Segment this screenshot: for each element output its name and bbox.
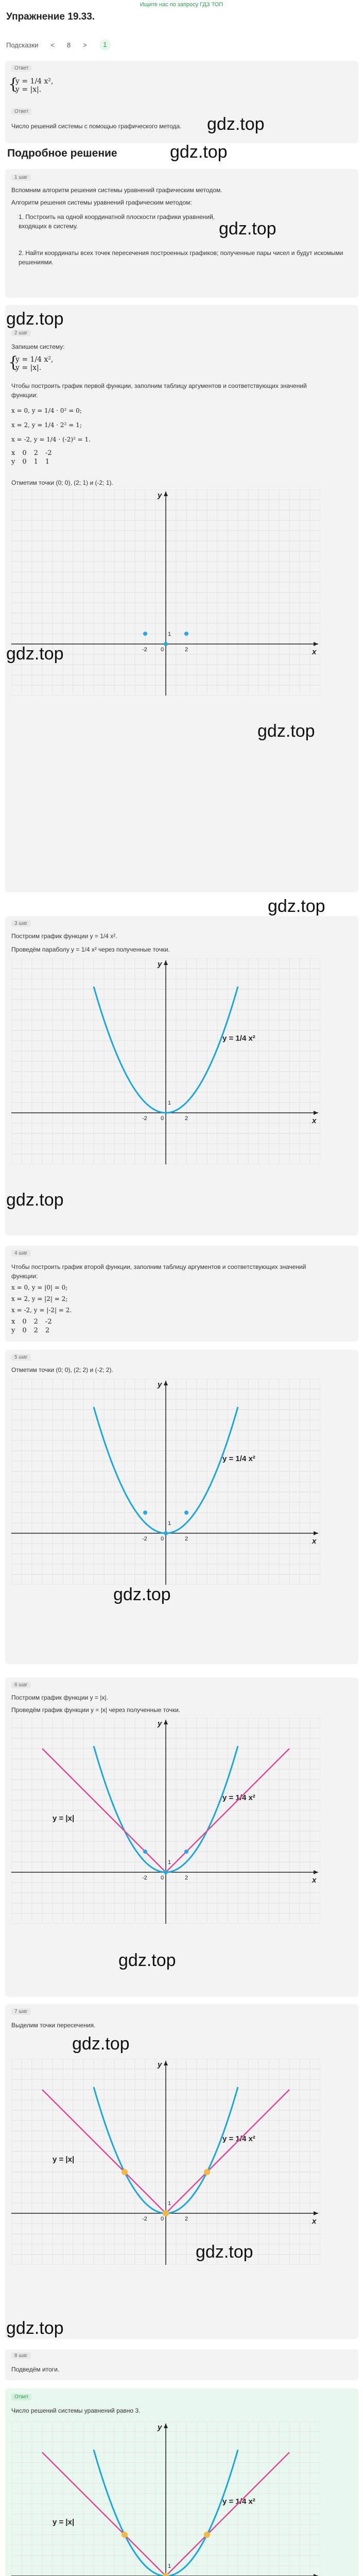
watermark: gdz.top <box>118 1951 176 1970</box>
answer-text: Число решений системы с помощью графического метода. <box>11 123 182 130</box>
y-axis-arrow <box>164 1381 168 1385</box>
intersection-point <box>163 2210 169 2216</box>
algorithm-item: 2. Найти координаты всех точек пересечения построенных графиков; полученные пары чисел и будут искомыми решениями. <box>19 249 343 266</box>
y-axis-arrow <box>164 492 168 496</box>
watermark: gdz.top <box>170 142 228 162</box>
watermark: gdz.top <box>6 644 64 664</box>
intersection-point <box>122 2169 128 2175</box>
step-tag: 2 шаг <box>11 330 31 336</box>
y-axis-label: y <box>158 2423 162 2432</box>
y-axis-arrow <box>164 960 168 965</box>
step-text: Отметим точки (0; 0), (2; 2) и (-2; 2). <box>11 1366 113 1374</box>
tick-label: -2 <box>142 1536 147 1542</box>
current-hint-badge[interactable]: 1 <box>99 39 111 50</box>
values-table <box>11 1318 59 1335</box>
parabola-label: y = 1/4 x² <box>222 2134 255 2143</box>
y-axis-label: y <box>158 491 162 500</box>
step-text: Построим график функции y = |x|. <box>11 1694 108 1701</box>
graph <box>11 1718 320 1926</box>
calc-line: x = 2, y = |2| = 2; <box>11 1295 68 1302</box>
system: { y = 1/4 x², y = |x|. <box>8 353 54 372</box>
step-text: Проведём график функции y = |x| через полученные точки. <box>11 1706 181 1714</box>
tick-label: 2 <box>185 1536 188 1542</box>
watermark: gdz.top <box>219 219 276 239</box>
algorithm-title: Алгоритм решения системы уравнений графическим методом: <box>11 199 192 206</box>
step-text: Отметим точки (0; 0), (2; 1) и (-2; 1). <box>11 479 113 486</box>
step-text: Выделим точки пересечения. <box>11 2022 96 2029</box>
x-axis-label: x <box>312 1876 317 1885</box>
calc-line: x = 0, y = 1/4 · 0² = 0; <box>11 407 82 414</box>
tick-label: 0 <box>161 1115 164 1122</box>
step-tag: 5 шаг <box>11 1354 31 1361</box>
next-button[interactable]: > <box>83 41 87 49</box>
parabola-label: y = 1/4 x² <box>222 1454 255 1463</box>
plot-point <box>164 642 168 646</box>
parabola-label: y = 1/4 x² <box>222 1793 255 1802</box>
step-tag: 4 шаг <box>11 1250 31 1257</box>
x-axis-arrow <box>314 1870 318 1874</box>
x-axis-label: x <box>312 648 317 656</box>
hints-label: Подсказки <box>6 41 39 49</box>
search-hint-link[interactable]: Ищите нас по запросу ГДЗ ТОП <box>140 2 223 8</box>
tick-label: 0 <box>161 1536 164 1542</box>
prev-button[interactable]: < <box>50 41 55 49</box>
parabola-label: y = 1/4 x² <box>222 2497 255 2506</box>
short-answer-card <box>5 61 358 143</box>
watermark: gdz.top <box>6 309 64 329</box>
tick-label: 1 <box>168 631 171 637</box>
tick-label: 1 <box>168 2563 171 2569</box>
tick-label: 1 <box>168 1520 171 1527</box>
calc-line: x = 2, y = 1/4 · 2² = 1; <box>11 421 82 429</box>
x-axis-arrow <box>314 642 318 646</box>
watermark: gdz.top <box>196 2242 253 2262</box>
step-tag: 6 шаг <box>11 1682 31 1688</box>
calc-line: x = 0, y = |0| = 0; <box>11 1284 68 1291</box>
plot-point <box>164 1870 168 1874</box>
intersection-point <box>204 2169 210 2175</box>
step-text: Подведём итоги. <box>11 2366 60 2373</box>
plot-point <box>164 1531 168 1535</box>
intersection-point <box>122 2532 128 2538</box>
page-title: Упражнение 19.33. <box>6 11 95 22</box>
y-axis-label: y <box>158 960 162 969</box>
step-tag: 8 шаг <box>11 2352 31 2359</box>
step-tag: 7 шаг <box>11 2008 31 2015</box>
step-text: Чтобы построить график второй функции, заполним таблицу аргументов и соответствующих значений функции: <box>11 1263 306 1280</box>
item-number: 2. <box>19 249 26 257</box>
plot-point <box>143 1850 147 1854</box>
watermark: gdz.top <box>268 896 325 916</box>
step-tag: 3 шаг <box>11 920 31 927</box>
table-row: y 0 2 2 <box>11 1327 50 1334</box>
y-axis-label: y <box>158 2060 162 2069</box>
y-axis-arrow <box>164 2061 168 2065</box>
table-row: x 0 2 -2 <box>11 449 52 457</box>
plot-point <box>143 632 147 636</box>
tick-label: 1 <box>168 1100 171 1106</box>
graph-svg <box>11 1379 320 1585</box>
tick-label: 2 <box>185 1875 188 1881</box>
tick-label: 0 <box>161 647 164 653</box>
watermark: gdz.top <box>207 114 265 134</box>
y-axis-arrow <box>164 1720 168 1724</box>
graph-svg <box>11 958 320 1164</box>
result-tag: Ответ <box>11 2394 31 2400</box>
plot-point <box>184 1850 188 1854</box>
watermark: gdz.top <box>6 1190 64 1210</box>
step-text: Вспомним алгоритм решения системы уравнений графическим методом. <box>11 187 222 194</box>
graph-svg <box>11 489 320 696</box>
table-row: y 0 1 1 <box>11 458 50 466</box>
step-text: Запишем систему: <box>11 343 65 350</box>
tick-label: 1 <box>168 1859 171 1866</box>
plot-point <box>143 1511 147 1515</box>
graph <box>11 489 320 698</box>
answer-tag: Ответ <box>11 65 31 72</box>
tick-label: 1 <box>168 2200 171 2207</box>
x-axis-arrow <box>314 2211 318 2215</box>
y-axis-arrow <box>164 2424 168 2428</box>
intersection-point <box>204 2532 210 2538</box>
tick-label: 0 <box>161 1875 164 1881</box>
watermark: gdz.top <box>257 721 315 741</box>
tick-label: -2 <box>142 647 147 653</box>
plot-point <box>184 632 188 636</box>
x-axis-arrow <box>314 1531 318 1535</box>
calc-line: x = -2, y = 1/4 · (-2)² = 1. <box>11 436 91 443</box>
x-axis-label: x <box>312 2217 317 2226</box>
watermark: gdz.top <box>113 1585 171 1604</box>
item-number: 1. <box>19 213 26 221</box>
graph-svg <box>11 2059 320 2265</box>
tick-label: 2 <box>185 647 188 653</box>
x-axis-label: x <box>312 1537 317 1546</box>
algorithm-item: 1. Построить на одной координатной плоскости графики уравнений, входящих в систему. <box>19 213 215 230</box>
parabola-label: y = 1/4 x² <box>222 1034 255 1043</box>
abs-label: y = |x| <box>53 2518 75 2527</box>
tick-label: -2 <box>142 1875 147 1881</box>
tick-label: -2 <box>142 1115 147 1122</box>
detailed-heading: Подробное решение <box>7 147 117 159</box>
tick-label: 2 <box>185 1115 188 1122</box>
answer-tag-2: Ответ <box>11 108 31 115</box>
graph <box>11 1379 320 1587</box>
graph <box>11 2421 320 2576</box>
y-axis-label: y <box>158 1719 162 1728</box>
step-text: Чтобы построить график первой функции, заполним таблицу аргументов и соответствующих значений функции: <box>11 382 307 399</box>
page-number: 8 <box>66 41 71 49</box>
step-text: Проведём параболу y = 1/4 x² через полученные точки. <box>11 946 170 953</box>
abs-label: y = |x| <box>53 1814 75 1823</box>
step-tag: 1 шаг <box>11 174 31 181</box>
tick-label: 0 <box>161 2216 164 2222</box>
hint-navigation <box>6 39 111 50</box>
tick-label: 2 <box>185 2216 188 2222</box>
step-text: Построим график функции y = 1/4 x². <box>11 933 117 940</box>
x-axis-arrow <box>314 1111 318 1115</box>
watermark: gdz.top <box>72 2034 130 2054</box>
answer-system: { y = 1/4 x², y = |x|. <box>8 75 54 94</box>
graph <box>11 2059 320 2267</box>
abs-label: y = |x| <box>53 2155 75 2164</box>
values-table <box>11 449 59 467</box>
tick-label: -2 <box>142 2216 147 2222</box>
x-axis-label: x <box>312 1116 317 1125</box>
y-axis-label: y <box>158 1380 162 1389</box>
graph-svg <box>11 2421 320 2576</box>
result-text: Число решений системы уравнений равно 3. <box>11 2407 141 2414</box>
watermark: gdz.top <box>6 2318 64 2338</box>
table-row: x 0 2 -2 <box>11 1318 52 1326</box>
graph-svg <box>11 1718 320 1924</box>
plot-point <box>184 1511 188 1515</box>
calc-line: x = -2, y = |-2| = 2. <box>11 1307 72 1314</box>
graph <box>11 958 320 1167</box>
